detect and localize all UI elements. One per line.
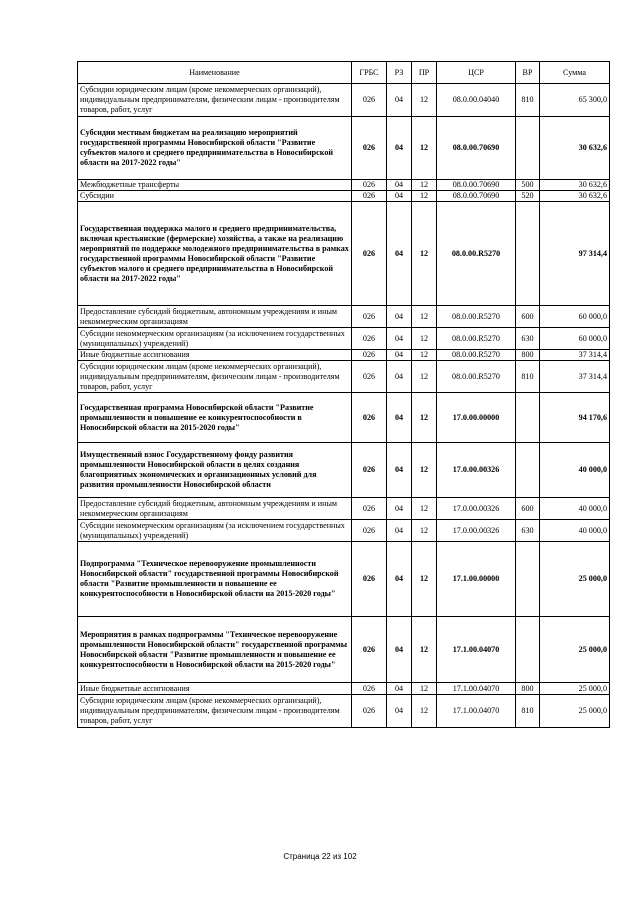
row-csr: 17.0.00.00326 <box>437 498 516 520</box>
row-pr: 12 <box>412 683 437 695</box>
row-csr: 08.0.00.70690 <box>437 117 516 180</box>
row-grbs: 026 <box>352 328 387 350</box>
table-row <box>78 191 610 202</box>
row-grbs: 026 <box>352 695 387 728</box>
row-rz: 04 <box>387 683 412 695</box>
row-pr: 12 <box>412 350 437 361</box>
row-grbs: 026 <box>352 180 387 191</box>
row-sum: 25 000,0 <box>540 695 610 728</box>
row-rz: 04 <box>387 180 412 191</box>
row-sum: 40 000,0 <box>540 443 610 498</box>
row-sum: 30 632,6 <box>540 191 610 202</box>
row-sum: 30 632,6 <box>540 117 610 180</box>
row-name: Межбюджетные трансферты <box>78 180 352 191</box>
row-csr: 08.0.00.70690 <box>437 180 516 191</box>
row-pr: 12 <box>412 117 437 180</box>
row-vr <box>516 617 540 683</box>
row-pr: 12 <box>412 328 437 350</box>
table-row <box>78 542 610 617</box>
table-row <box>78 202 610 306</box>
row-vr <box>516 393 540 443</box>
row-pr: 12 <box>412 202 437 306</box>
row-pr: 12 <box>412 542 437 617</box>
row-rz: 04 <box>387 328 412 350</box>
row-csr: 08.0.00.70690 <box>437 191 516 202</box>
row-rz: 04 <box>387 520 412 542</box>
row-name: Субсидии местным бюджетам на реализацию мероприятий государственной программы Новосибирской области "Развитие субъектов малого и среднего предпринимательства в Новосибирской области на 2017-2022 годы" <box>78 117 352 180</box>
table-row <box>78 117 610 180</box>
row-rz: 04 <box>387 117 412 180</box>
row-vr <box>516 117 540 180</box>
row-vr: 500 <box>516 180 540 191</box>
row-vr: 630 <box>516 520 540 542</box>
table-row <box>78 498 610 520</box>
row-name: Предоставление субсидий бюджетным, автономным учреждениям и иным некоммерческим организациям <box>78 306 352 328</box>
row-pr: 12 <box>412 443 437 498</box>
table-row <box>78 443 610 498</box>
row-csr: 08.0.00.04040 <box>437 84 516 117</box>
row-vr: 800 <box>516 683 540 695</box>
row-grbs: 026 <box>352 393 387 443</box>
row-name: Субсидии <box>78 191 352 202</box>
row-rz: 04 <box>387 695 412 728</box>
table-row <box>78 180 610 191</box>
table-row <box>78 350 610 361</box>
table-row <box>78 683 610 695</box>
row-vr: 600 <box>516 306 540 328</box>
row-vr: 600 <box>516 498 540 520</box>
row-grbs: 026 <box>352 683 387 695</box>
row-csr: 08.0.00.R5270 <box>437 350 516 361</box>
row-name: Иные бюджетные ассигнования <box>78 683 352 695</box>
budget-table <box>77 61 610 728</box>
row-sum: 40 000,0 <box>540 520 610 542</box>
row-sum: 25 000,0 <box>540 542 610 617</box>
row-vr: 810 <box>516 695 540 728</box>
table-row <box>78 393 610 443</box>
table-row <box>78 306 610 328</box>
table-row <box>78 328 610 350</box>
row-pr: 12 <box>412 695 437 728</box>
row-sum: 65 300,0 <box>540 84 610 117</box>
row-grbs: 026 <box>352 498 387 520</box>
header-grbs: ГРБС <box>352 62 387 84</box>
row-name: Государственная программа Новосибирской области "Развитие промышленности и повышение ее конкурентоспособности в Новосибирской области на 2015-2020 годы" <box>78 393 352 443</box>
header-vr: ВР <box>516 62 540 84</box>
row-grbs: 026 <box>352 202 387 306</box>
row-sum: 60 000,0 <box>540 328 610 350</box>
row-csr: 08.0.00.R5270 <box>437 202 516 306</box>
row-grbs: 026 <box>352 84 387 117</box>
row-grbs: 026 <box>352 443 387 498</box>
row-csr: 17.1.00.04070 <box>437 683 516 695</box>
row-csr: 17.1.00.04070 <box>437 617 516 683</box>
row-grbs: 026 <box>352 617 387 683</box>
row-grbs: 026 <box>352 191 387 202</box>
row-pr: 12 <box>412 520 437 542</box>
row-sum: 37 314,4 <box>540 350 610 361</box>
row-sum: 25 000,0 <box>540 617 610 683</box>
row-vr <box>516 542 540 617</box>
table-row <box>78 361 610 393</box>
row-name: Субсидии юридическим лицам (кроме некоммерческих организаций), индивидуальным предпринимателям, физическим лицам - производителям товаров, работ, услуг <box>78 84 352 117</box>
row-grbs: 026 <box>352 350 387 361</box>
row-rz: 04 <box>387 393 412 443</box>
row-sum: 37 314,4 <box>540 361 610 393</box>
header-rz: РЗ <box>387 62 412 84</box>
row-rz: 04 <box>387 617 412 683</box>
table-row <box>78 617 610 683</box>
row-name: Субсидии некоммерческим организациям (за исключением государственных (муниципальных) учреждений) <box>78 520 352 542</box>
row-name: Имущественный взнос Государственному фонду развития промышленности Новосибирской области в целях создания благоприятных экономических и организационных условий для развития промышленности Новосибирской области <box>78 443 352 498</box>
header-csr: ЦСР <box>437 62 516 84</box>
row-pr: 12 <box>412 498 437 520</box>
row-grbs: 026 <box>352 542 387 617</box>
row-pr: 12 <box>412 617 437 683</box>
row-rz: 04 <box>387 306 412 328</box>
row-sum: 25 000,0 <box>540 683 610 695</box>
row-vr: 810 <box>516 361 540 393</box>
table-row <box>78 84 610 117</box>
row-name: Субсидии юридическим лицам (кроме некоммерческих организаций), индивидуальным предпринимателям, физическим лицам - производителям товаров, работ, услуг <box>78 695 352 728</box>
row-name: Субсидии юридическим лицам (кроме некоммерческих организаций), индивидуальным предпринимателям, физическим лицам - производителям товаров, работ, услуг <box>78 361 352 393</box>
row-grbs: 026 <box>352 520 387 542</box>
row-pr: 12 <box>412 393 437 443</box>
table-row <box>78 520 610 542</box>
table-body <box>78 84 610 728</box>
header-pr: ПР <box>412 62 437 84</box>
row-rz: 04 <box>387 202 412 306</box>
row-vr: 520 <box>516 191 540 202</box>
row-vr <box>516 443 540 498</box>
row-grbs: 026 <box>352 361 387 393</box>
row-grbs: 026 <box>352 306 387 328</box>
table-row <box>78 695 610 728</box>
row-sum: 97 314,4 <box>540 202 610 306</box>
row-csr: 17.1.00.04070 <box>437 695 516 728</box>
header-sum: Сумма <box>540 62 610 84</box>
row-sum: 94 170,6 <box>540 393 610 443</box>
row-csr: 17.1.00.00000 <box>437 542 516 617</box>
row-rz: 04 <box>387 350 412 361</box>
row-pr: 12 <box>412 306 437 328</box>
row-name: Государственная поддержка малого и среднего предпринимательства, включая крестьянские (фермерские) хозяйства, а также на реализацию мероприятий по поддержке молодежного предпринимательства в рамках государственной программы Новосибирской области "Развитие субъектов малого и среднего предпринимательства в Новосибирской области на 2017-2022 годы" <box>78 202 352 306</box>
row-vr: 630 <box>516 328 540 350</box>
row-csr: 08.0.00.R5270 <box>437 361 516 393</box>
row-pr: 12 <box>412 84 437 117</box>
row-csr: 08.0.00.R5270 <box>437 306 516 328</box>
row-rz: 04 <box>387 498 412 520</box>
row-sum: 30 632,6 <box>540 180 610 191</box>
row-name: Иные бюджетные ассигнования <box>78 350 352 361</box>
row-pr: 12 <box>412 180 437 191</box>
table-header-row <box>78 62 610 84</box>
row-rz: 04 <box>387 84 412 117</box>
row-csr: 08.0.00.R5270 <box>437 328 516 350</box>
row-vr: 810 <box>516 84 540 117</box>
row-rz: 04 <box>387 361 412 393</box>
row-sum: 40 000,0 <box>540 498 610 520</box>
header-name: Наименование <box>78 62 352 84</box>
row-rz: 04 <box>387 191 412 202</box>
row-pr: 12 <box>412 361 437 393</box>
row-csr: 17.0.00.00326 <box>437 520 516 542</box>
page-number: Страница 22 из 102 <box>283 852 357 861</box>
row-rz: 04 <box>387 443 412 498</box>
row-name: Мероприятия в рамках подпрограммы "Техническое перевооружение промышленности Новосибирской области" государственной программы Новосибирской области "Развитие промышленности и повышение ее конкурентоспособности в Новосибирской области на 2015-2020 годы" <box>78 617 352 683</box>
row-name: Субсидии некоммерческим организациям (за исключением государственных (муниципальных) учреждений) <box>78 328 352 350</box>
row-vr: 800 <box>516 350 540 361</box>
row-sum: 60 000,0 <box>540 306 610 328</box>
row-grbs: 026 <box>352 117 387 180</box>
row-vr <box>516 202 540 306</box>
row-csr: 17.0.00.00326 <box>437 443 516 498</box>
row-name: Предоставление субсидий бюджетным, автономным учреждениям и иным некоммерческим организациям <box>78 498 352 520</box>
row-name: Подпрограмма "Техническое перевооружение промышленности Новосибирской области" государственной программы Новосибирской области "Развитие промышленности и повышение ее конкурентоспособности в Новосибирской области на 2015-2020 годы" <box>78 542 352 617</box>
row-csr: 17.0.00.00000 <box>437 393 516 443</box>
row-pr: 12 <box>412 191 437 202</box>
row-rz: 04 <box>387 542 412 617</box>
